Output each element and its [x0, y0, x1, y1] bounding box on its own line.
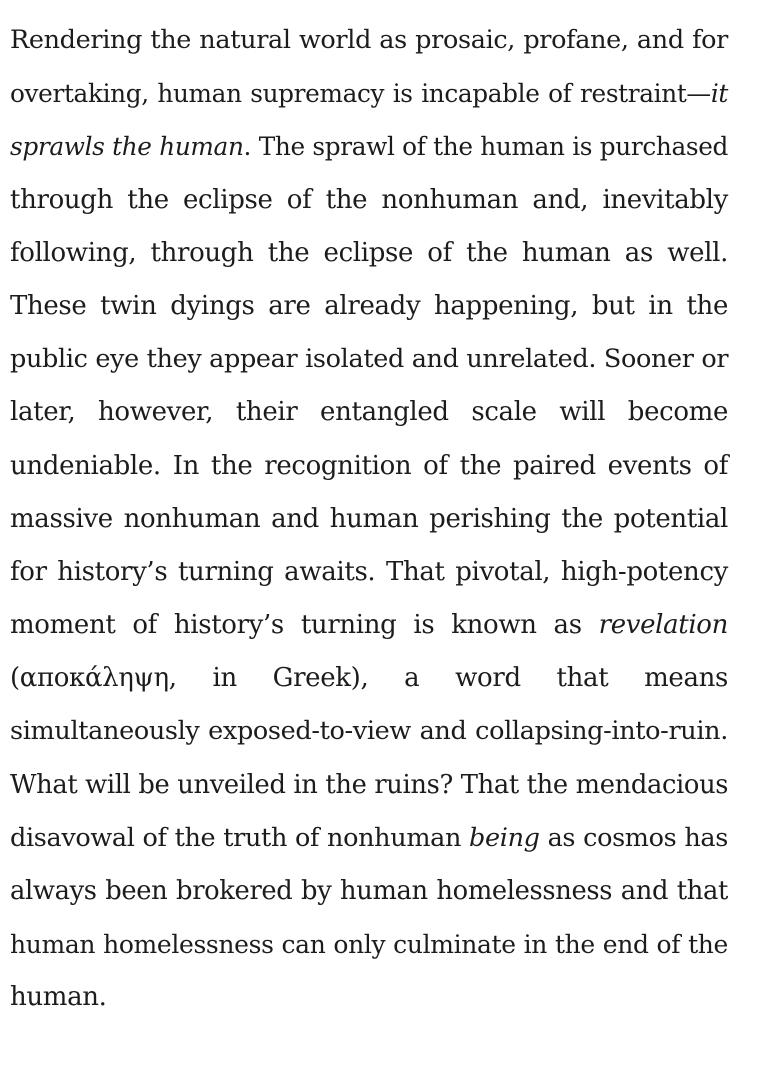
line-text: following, through the eclipse of the human as well.	[10, 237, 728, 268]
paragraph-line	[10, 280, 728, 333]
paragraph-line	[10, 546, 728, 599]
line-text: human.	[10, 982, 107, 1013]
line-text: human homelessness can only culminate in the end of the	[10, 930, 728, 960]
paragraph-line	[10, 918, 728, 971]
paragraph-line	[10, 652, 728, 705]
paragraph-line	[10, 599, 728, 652]
line-text: moment of history’s turning is known as	[10, 610, 599, 641]
line-text: later, however, their entangled scale will become	[10, 397, 728, 428]
line-text: overtaking, human supremacy is incapable of restraint—	[10, 79, 711, 109]
paragraph-line	[10, 227, 728, 280]
line-text: What will be unveiled in the ruins? That the mendacious	[10, 769, 729, 800]
italic-text: being	[469, 822, 540, 853]
italic-text: sprawls the human	[10, 132, 244, 162]
line-text: disavowal of the truth of nonhuman	[10, 822, 470, 853]
line-text: Rendering the natural world as prosaic, profane, and for	[10, 25, 728, 55]
paragraph-line	[10, 759, 728, 812]
paragraph-line	[10, 386, 728, 439]
paragraph-line	[10, 120, 728, 173]
line-text: through the eclipse of the nonhuman and, inevitably	[10, 184, 728, 215]
text-page	[10, 14, 728, 1025]
paragraph-line	[10, 440, 728, 493]
paragraph-line	[10, 333, 728, 386]
paragraph-line	[10, 67, 728, 120]
paragraph-line	[10, 971, 728, 1024]
line-text: These twin dyings are already happening, but in the	[10, 290, 728, 321]
paragraph-line	[10, 705, 728, 758]
line-text: for history’s turning awaits. That pivotal, high-potency	[10, 556, 728, 587]
italic-text: it	[710, 79, 728, 109]
line-text: as cosmos has	[539, 822, 728, 853]
paragraph-line	[10, 14, 728, 67]
line-text: (αποκάληψη, in Greek), a word that means	[10, 663, 728, 694]
line-text: simultaneously exposed-to-view and collapsing-into-ruin.	[10, 716, 728, 747]
paragraph-line	[10, 865, 728, 918]
line-text: public eye they appear isolated and unrelated. Sooner or	[10, 344, 729, 375]
line-text: massive nonhuman and human perishing the potential	[10, 503, 728, 534]
line-text: undeniable. In the recognition of the paired events of	[10, 450, 728, 481]
paragraph-line	[10, 812, 728, 865]
paragraph-line	[10, 174, 728, 227]
line-text: . The sprawl of the human is purchased	[243, 132, 728, 162]
line-text: always been brokered by human homelessness and that	[10, 876, 728, 906]
italic-text: revelation	[598, 610, 728, 641]
paragraph-line	[10, 493, 728, 546]
